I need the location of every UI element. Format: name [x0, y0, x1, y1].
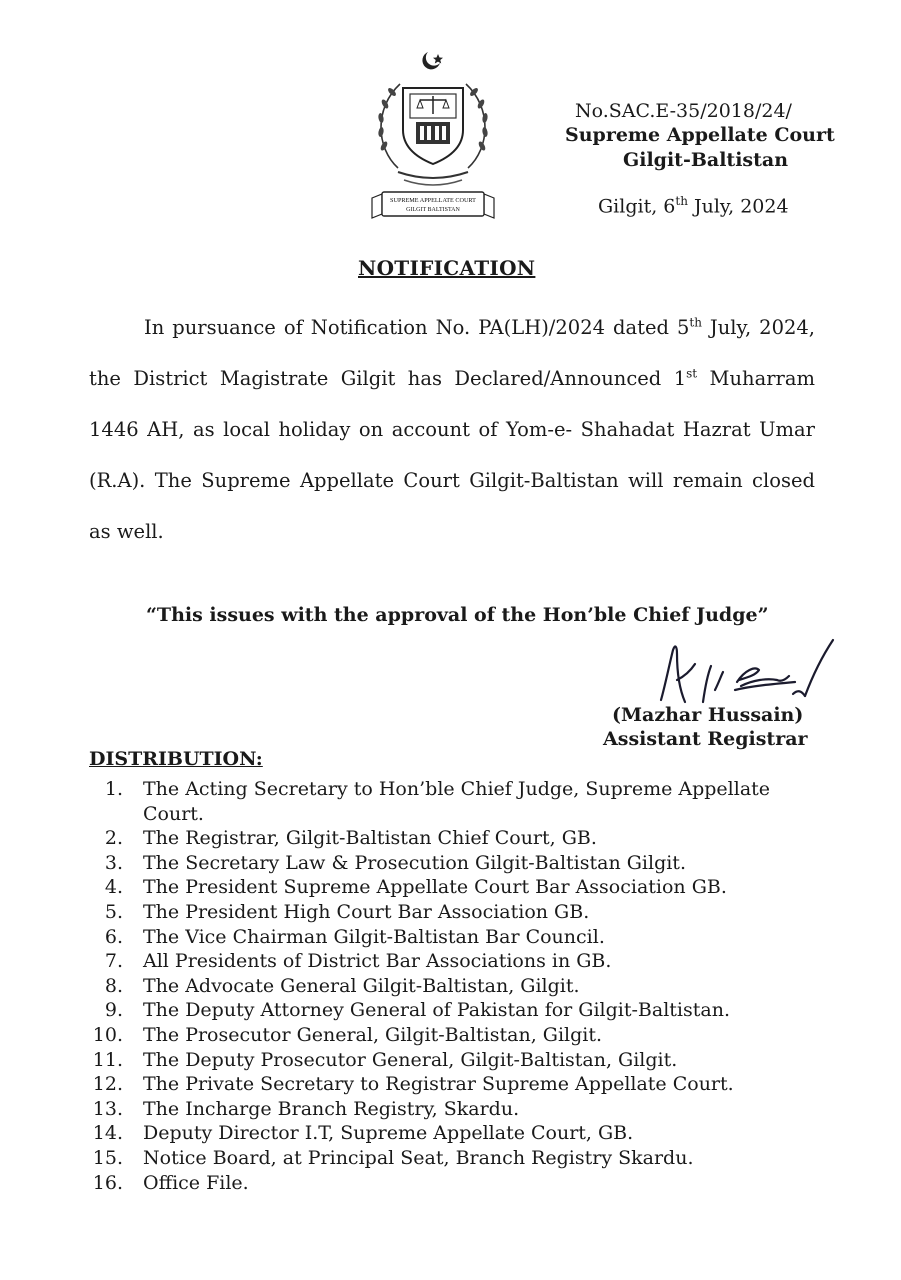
list-item-number: 4.: [104, 876, 123, 899]
emblem-ribbon-line2: GILGIT BALTISTAN: [406, 207, 460, 213]
list-item-number: 3.: [104, 851, 123, 874]
list-item-number: 5.: [104, 900, 123, 923]
issue-date: [598, 194, 789, 217]
list-item: [89, 949, 834, 974]
approval-statement: “This issues with the approval of the Hon’ble Chief Judge”: [146, 604, 769, 626]
list-item: [89, 1097, 834, 1122]
list-item-number: 6.: [104, 925, 123, 948]
list-item-number: 1.: [104, 778, 123, 800]
notification-body: [89, 302, 815, 557]
body-part-3: Muharram 1446 AH, as local holiday on account of Yom-e- Shahadat Hazrat Umar (R.A). The Supreme Appellate Court Gilgit-Baltistan will remain closed as well.: [89, 367, 815, 543]
list-item-number: 16.: [92, 1171, 123, 1194]
list-item-text: The Vice Chairman Gilgit-Baltistan Bar Council.: [143, 925, 605, 948]
emblem-ribbon-line1: SUPREME APPELLATE COURT: [390, 197, 476, 204]
list-item: [89, 851, 834, 876]
list-item-number: 14.: [92, 1122, 123, 1145]
date-place: Gilgit, 6: [598, 195, 676, 218]
body-part-2: July, 2024, the District Magistrate Gilgit has Declared/Announced 1: [89, 316, 815, 390]
list-item: [89, 925, 834, 950]
court-emblem-icon: [368, 48, 498, 223]
list-item: [89, 777, 834, 826]
list-item-number: 8.: [104, 974, 123, 997]
date-rest: July, 2024: [687, 195, 789, 218]
body-sup-2: st: [686, 366, 698, 381]
list-item-text: The Prosecutor General, Gilgit-Baltistan, Gilgit.: [143, 1023, 603, 1046]
list-item: [89, 1121, 834, 1146]
signatory-title: Assistant Registrar: [603, 728, 808, 750]
court-region: Gilgit-Baltistan: [623, 149, 789, 171]
signature-icon: [655, 636, 840, 708]
body-sup-1: th: [689, 315, 702, 330]
list-item-text: The Acting Secretary to Hon’ble Chief Judge, Supreme Appellate Court.: [143, 778, 771, 825]
list-item: [89, 875, 834, 900]
date-ordinal: th: [675, 194, 688, 208]
list-item-text: The Registrar, Gilgit-Baltistan Chief Court, GB.: [143, 827, 597, 850]
list-item-text: Office File.: [143, 1171, 249, 1194]
list-item: [89, 1072, 834, 1097]
list-item-text: The President High Court Bar Association GB.: [143, 900, 590, 923]
list-item-text: The Private Secretary to Registrar Supreme Appellate Court.: [143, 1073, 734, 1096]
list-item: [89, 900, 834, 925]
list-item: [89, 1171, 834, 1196]
distribution-list: [89, 777, 834, 1195]
list-item-number: 7.: [104, 950, 123, 973]
list-item-text: The President Supreme Appellate Court Bar Association GB.: [143, 876, 727, 899]
list-item-text: All Presidents of District Bar Associations in GB.: [143, 950, 612, 973]
list-item-number: 12.: [92, 1073, 123, 1096]
list-item: [89, 1048, 834, 1073]
list-item-text: Notice Board, at Principal Seat, Branch Registry Skardu.: [143, 1146, 694, 1169]
signatory-name: (Mazhar Hussain): [612, 704, 804, 726]
list-item-text: The Incharge Branch Registry, Skardu.: [143, 1097, 520, 1120]
list-item: [89, 826, 834, 851]
list-item: [89, 1023, 834, 1048]
list-item-text: The Deputy Attorney General of Pakistan for Gilgit-Baltistan.: [143, 999, 730, 1022]
body-part-1: In pursuance of Notification No. PA(LH)/2024 dated 5: [144, 316, 690, 339]
list-item-number: 13.: [92, 1097, 123, 1120]
list-item: [89, 1146, 834, 1171]
list-item: [89, 998, 834, 1023]
list-item-text: The Secretary Law & Prosecution Gilgit-Baltistan Gilgit.: [143, 851, 686, 874]
page-title: NOTIFICATION: [358, 256, 536, 280]
list-item-text: The Advocate General Gilgit-Baltistan, Gilgit.: [143, 974, 580, 997]
list-item-number: 11.: [92, 1048, 123, 1071]
list-item-number: 9.: [104, 999, 123, 1022]
list-item-number: 2.: [104, 827, 123, 850]
list-item-number: 10.: [92, 1023, 123, 1046]
list-item: [89, 974, 834, 999]
distribution-heading: DISTRIBUTION:: [89, 748, 263, 770]
court-name: Supreme Appellate Court: [565, 124, 835, 146]
reference-number: No.SAC.E-35/2018/24/: [575, 100, 792, 122]
list-item-text: Deputy Director I.T, Supreme Appellate Court, GB.: [143, 1122, 634, 1145]
list-item-number: 15.: [92, 1146, 123, 1169]
list-item-text: The Deputy Prosecutor General, Gilgit-Baltistan, Gilgit.: [143, 1048, 678, 1071]
